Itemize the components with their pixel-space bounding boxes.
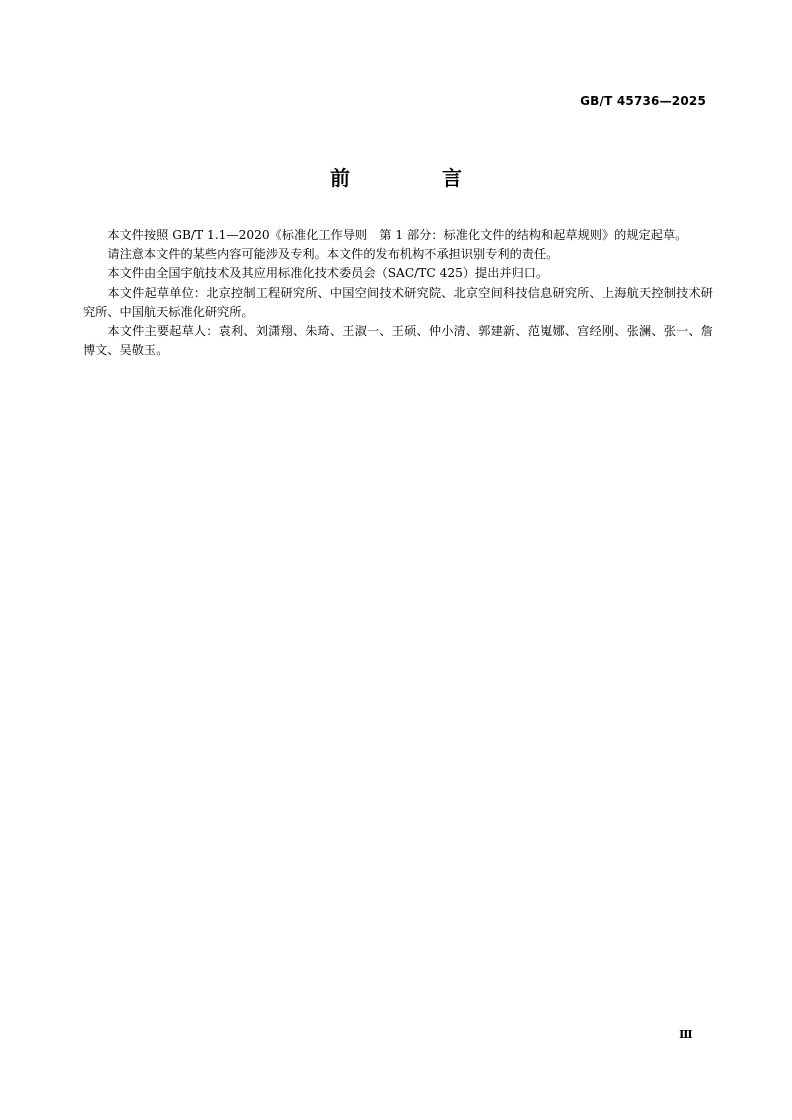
paragraph-proposer: 本文件由全国宇航技术及其应用标准化技术委员会（SAC/TC 425）提出并归口。: [107, 266, 549, 281]
page-number: Ⅲ: [679, 1028, 692, 1041]
paragraph-main-drafters: 本文件主要起草人：袁利、刘潇翔、朱琦、王淑一、王硕、仲小清、郭建新、范嵬娜、宫经刚、张澜、张一、詹博文、吴敬玉。: [83, 324, 713, 358]
preface-title: 前 言: [330, 166, 498, 190]
paragraph-drafting-units: 本文件起草单位：北京控制工程研究所、中国空间技术研究院、北京空间科技信息研究所、上海航天控制技术研究所、中国航天标准化研究所。: [83, 285, 713, 319]
standard-number: GB/T 45736—2025: [580, 94, 706, 108]
paragraph-patent-notice: 请注意本文件的某些内容可能涉及专利。本文件的发布机构不承担识别专利的责任。: [107, 247, 559, 262]
preface-body: [83, 226, 713, 360]
paragraph-drafting-rules: 本文件按照 GB/T 1.1—2020《标准化工作导则 第 1 部分：标准化文件的结构和起草规则》的规定起草。: [107, 228, 688, 242]
